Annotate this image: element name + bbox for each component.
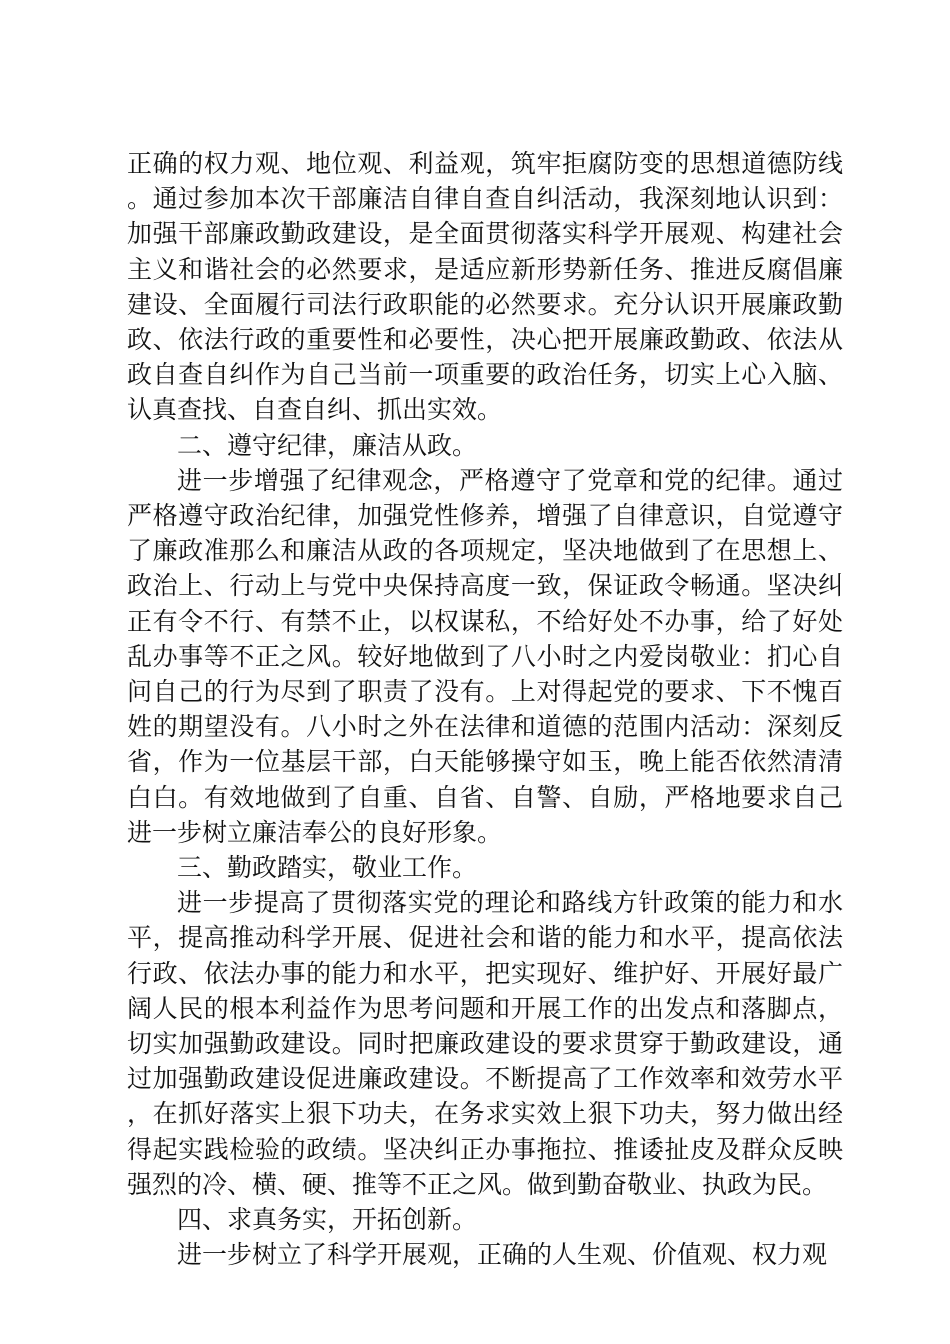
paragraph-innovation: 进一步树立了科学开展观，正确的人生观、价值观、权力观 (177, 1240, 828, 1270)
section-heading-two: 二、遵守纪律，廉洁从政。 (177, 430, 478, 460)
paragraph-diligence: 进一步提高了贯彻落实党的理论和路线方针政策的能力和水平，提高推动科学开展、促进社会和谐的能力和水平，提高依法行政、依法办事的能力和水平，把实现好、维护好、开展好最广阔人民的根本利益作为思考问题和开展工作的出发点和落脚点，切实加强勤政建设。同时把廉政建设的要求贯穿于勤政建设，通过加强勤政建设促进廉政建设。不断提高了工作效率和效劳水平，在抓好落实上狠下功夫，在务求实效上狠下功夫，努力做出经得起实践检验的政绩。坚决纠正办事拖拉、推诿扯皮及群众反映强烈的冷、横、硬、推等不正之风。做到勤奋敬业、执政为民。 (127, 888, 843, 1199)
section-heading-four: 四、求真务实，开拓创新。 (177, 1205, 478, 1235)
section-heading-three: 三、勤政踏实，敬业工作。 (177, 853, 478, 883)
document-body (127, 146, 843, 1273)
paragraph-opening-continuation: 正确的权力观、地位观、利益观，筑牢拒腐防变的思想道德防线。通过参加本次干部廉洁自律自查自纠活动，我深刻地认识到：加强干部廉政勤政建设，是全面贯彻落实科学开展观、构建社会主义和谐社会的必然要求，是适应新形势新任务、推进反腐倡廉建设、全面履行司法行政职能的必然要求。充分认识开展廉政勤政、依法行政的重要性和必要性，决心把开展廉政勤政、依法从政自查自纠作为自己当前一项重要的政治任务，切实上心入脑、认真查找、自查自纠、抓出实效。 (127, 149, 843, 425)
paragraph-discipline: 进一步增强了纪律观念，严格遵守了党章和党的纪律。通过严格遵守政治纪律，加强党性修养，增强了自律意识，自觉遵守了廉政准那么和廉洁从政的各项规定，坚决地做到了在思想上、政治上、行动上与党中央保持高度一致，保证政令畅通。坚决纠正有令不行、有禁不止，以权谋私，不给好处不办事，给了好处乱办事等不正之风。较好地做到了八小时之内爱岗敬业：扪心自问自己的行为尽到了职责了没有。上对得起党的要求、下不愧百姓的期望没有。八小时之外在法律和道德的范围内活动：深刻反省，作为一位基层干部，白天能够操守如玉，晚上能否依然清清白白。有效地做到了自重、自省、自警、自励，严格地要求自己进一步树立廉洁奉公的良好形象。 (127, 465, 843, 847)
